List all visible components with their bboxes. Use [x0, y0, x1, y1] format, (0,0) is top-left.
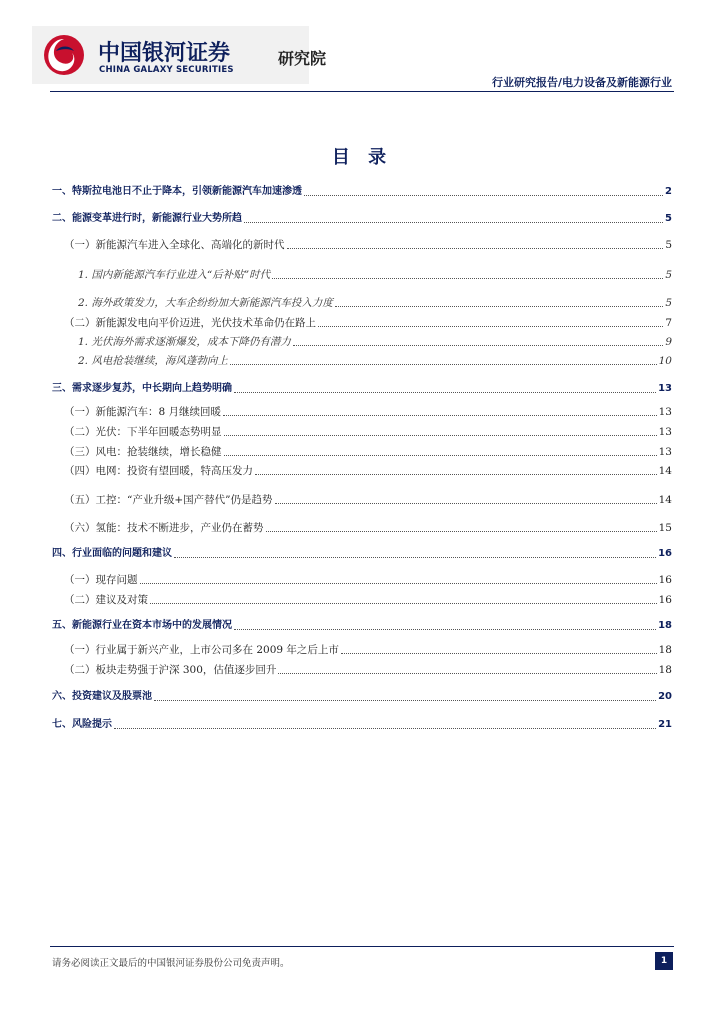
toc-entry-level3[interactable]	[78, 352, 672, 368]
toc-entry-label: （五）工控：“产业升级+国产替代”仍是趋势	[64, 494, 273, 506]
toc-dot-leader	[287, 248, 664, 249]
toc-entry-page: 9	[665, 336, 672, 348]
toc-entry-page: 16	[658, 594, 672, 606]
toc-entry-level1[interactable]	[52, 545, 672, 561]
toc-entry-level2[interactable]	[64, 661, 672, 677]
toc-entry-label: （四）电网：投资有望回暖，特高压发力	[64, 465, 253, 477]
toc-entry-level2[interactable]	[64, 236, 672, 252]
toc-entry-label: （一）新能源汽车进入全球化、高端化的新时代	[64, 239, 285, 251]
toc-entry-page: 5	[665, 239, 672, 251]
toc-entry-page: 5	[665, 213, 672, 224]
toc-dot-leader	[223, 415, 657, 416]
toc-entry-label: 二、能源变革进行时，新能源行业大势所趋	[52, 213, 242, 224]
toc-entry-level2[interactable]	[64, 641, 672, 657]
toc-dot-leader	[230, 364, 657, 365]
toc-entry-label: （一）现存问题	[64, 574, 138, 586]
toc-entry-page: 16	[658, 548, 672, 559]
toc-entry-label: （一）新能源汽车：8 月继续回暖	[64, 406, 222, 418]
toc-entry-level1[interactable]	[52, 688, 672, 704]
brand-name-en: CHINA GALAXY SECURITIES	[99, 65, 234, 75]
toc-dot-leader	[140, 583, 657, 584]
toc-entry-level2[interactable]	[64, 491, 672, 507]
toc-entry-level3[interactable]	[78, 333, 672, 349]
toc-entry-page: 13	[658, 406, 672, 418]
toc-entry-page: 18	[658, 620, 672, 631]
toc-entry-page: 13	[658, 426, 672, 438]
toc-entry-level1[interactable]	[52, 716, 672, 732]
toc-entry-label: （二）光伏：下半年回暖态势明显	[64, 426, 222, 438]
toc-dot-leader	[244, 222, 663, 223]
toc-entry-label: 六、投资建议及股票池	[52, 691, 152, 702]
toc-dot-leader	[154, 700, 656, 701]
toc-entry-label: （六）氢能：技术不断进步，产业仍在蓄势	[64, 522, 264, 534]
toc-dot-leader	[341, 653, 657, 654]
toc-entry-page: 14	[658, 465, 672, 477]
toc-entry-page: 15	[658, 522, 672, 534]
toc-dot-leader	[174, 557, 656, 558]
toc-dot-leader	[266, 531, 657, 532]
toc-entry-page: 18	[658, 644, 672, 656]
toc-entry-page: 5	[665, 297, 672, 309]
toc-entry-level2[interactable]	[64, 403, 672, 419]
footer-disclaimer: 请务必阅读正文最后的中国银河证券股份公司免责声明。	[52, 958, 290, 969]
toc-entry-label: 七、风险提示	[52, 719, 112, 730]
toc-entry-label: （三）风电：抢装继续，增长稳健	[64, 446, 222, 458]
galaxy-logo-icon	[42, 33, 86, 77]
toc-entry-level2[interactable]	[64, 519, 672, 535]
toc-title: 目 录	[331, 147, 393, 168]
toc-entry-level2[interactable]	[64, 443, 672, 459]
toc-dot-leader	[150, 603, 657, 604]
toc-entry-label: （二）板块走势强于沪深 300，估值逐步回升	[64, 664, 277, 676]
toc-entry-page: 14	[658, 494, 672, 506]
toc-entry-level3[interactable]	[78, 294, 672, 310]
header-logo	[32, 26, 327, 84]
report-category: 行业研究报告/电力设备及新能源行业	[491, 76, 672, 89]
toc-entry-label: 五、新能源行业在资本市场中的发展情况	[52, 620, 232, 631]
toc-dot-leader	[304, 195, 663, 196]
toc-entry-level2[interactable]	[64, 571, 672, 587]
toc-entry-label: 一、特斯拉电池日不止于降本，引领新能源汽车加速渗透	[52, 186, 302, 197]
toc-dot-leader	[275, 503, 657, 504]
toc-dot-leader	[224, 455, 657, 456]
toc-entry-page: 13	[658, 446, 672, 458]
toc-entry-level2[interactable]	[64, 314, 672, 330]
toc-entry-level1[interactable]	[52, 617, 672, 633]
toc-entry-label: 1. 国内新能源汽车行业进入“后补贴”时代	[78, 269, 271, 281]
toc-dot-leader	[114, 728, 656, 729]
toc-entry-label: 2. 海外政策发力，大车企纷纷加大新能源汽车投入力度	[78, 297, 333, 309]
toc-entry-level2[interactable]	[64, 423, 672, 439]
toc-entry-level3[interactable]	[78, 266, 672, 282]
toc-entry-level1[interactable]	[52, 380, 672, 396]
toc-dot-leader	[272, 278, 663, 279]
institute-label: 研究院	[278, 49, 327, 68]
toc-entry-page: 13	[658, 383, 672, 394]
toc-entry-label: 四、行业面临的问题和建议	[52, 548, 172, 559]
toc-entry-label: 1. 光伏海外需求逐渐爆发，成本下降仍有潜力	[78, 336, 291, 348]
toc-entry-page: 7	[665, 317, 672, 329]
toc-dot-leader	[278, 673, 656, 674]
header-divider	[50, 91, 674, 92]
toc-entry-label: （二）建议及对策	[64, 594, 148, 606]
toc-entry-page: 10	[658, 355, 672, 367]
toc-dot-leader	[255, 474, 657, 475]
toc-entry-page: 16	[658, 574, 672, 586]
toc-dot-leader	[234, 629, 656, 630]
toc-dot-leader	[335, 306, 663, 307]
toc-entry-label: （一）行业属于新兴产业，上市公司多在 2009 年之后上市	[64, 644, 339, 656]
toc-entry-level2[interactable]	[64, 591, 672, 607]
toc-entry-page: 21	[658, 719, 672, 730]
brand-name-cn: 中国银河证券	[98, 41, 231, 66]
toc-entry-page: 2	[665, 186, 672, 197]
toc-entry-level1[interactable]	[52, 210, 672, 226]
toc-entry-page: 20	[658, 691, 672, 702]
toc-dot-leader	[224, 435, 657, 436]
toc-dot-leader	[234, 392, 656, 393]
toc-dot-leader	[318, 326, 663, 327]
footer-divider	[50, 946, 674, 947]
toc-entry-label: 2. 风电抢装继续，海风蓬勃向上	[78, 355, 228, 367]
toc-dot-leader	[293, 345, 663, 346]
toc-entry-page: 18	[658, 664, 672, 676]
toc-entry-page: 5	[665, 269, 672, 281]
toc-entry-level2[interactable]	[64, 462, 672, 478]
toc-entry-label: 三、需求逐步复苏，中长期向上趋势明确	[52, 383, 232, 394]
page-number: 1	[655, 952, 673, 970]
toc-entry-label: （二）新能源发电向平价迈进，光伏技术革命仍在路上	[64, 317, 316, 329]
toc-entry-level1[interactable]	[52, 183, 672, 199]
